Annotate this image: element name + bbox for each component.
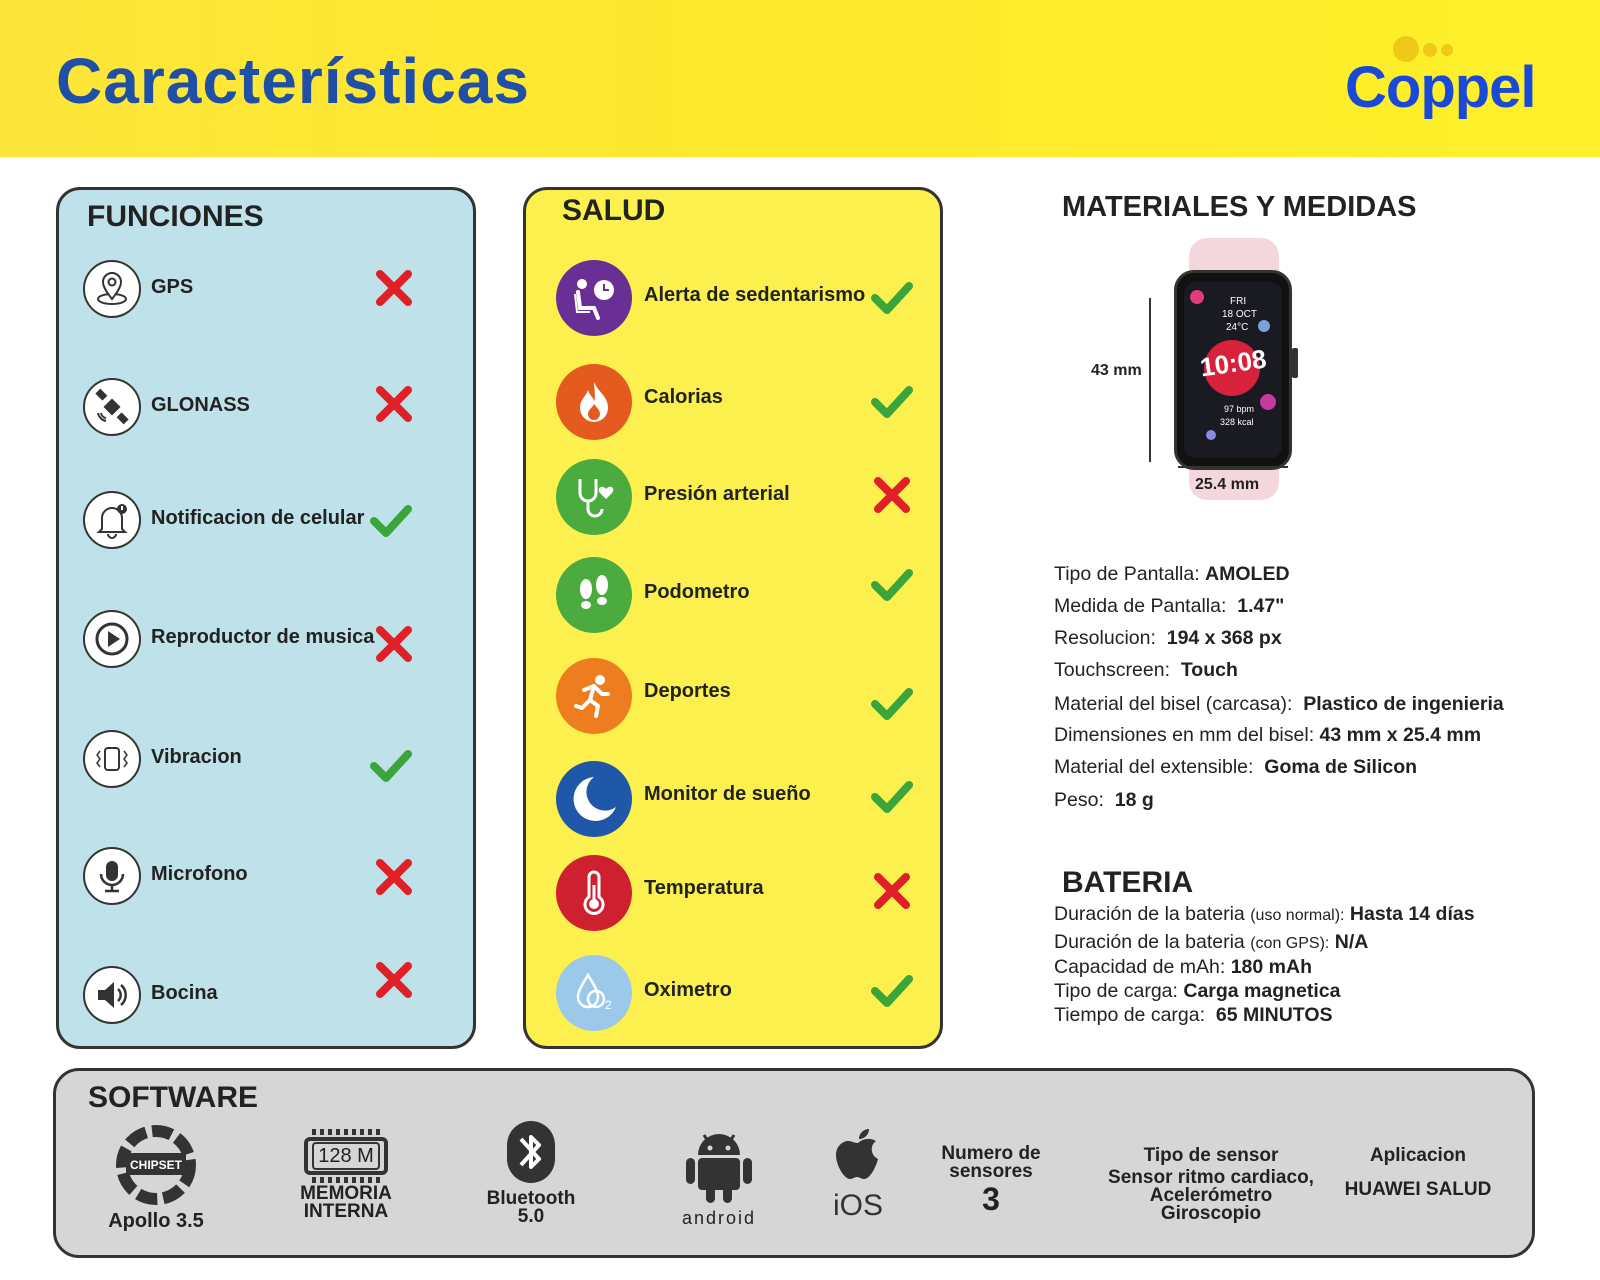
check-icon (870, 563, 914, 607)
funcion-label: Notificacion de celular (151, 507, 365, 529)
app-title: Aplicacion (1369, 1145, 1467, 1166)
cross-icon (372, 382, 416, 426)
watch-kcal: 328 kcal (1220, 417, 1254, 427)
funcion-label: Microfono (151, 863, 248, 885)
materiales-title: MATERIALES Y MEDIDAS (1062, 191, 1417, 223)
spec-row: Material del bisel (carcasa): Plastico de ingenieria (1054, 693, 1504, 715)
sedentary-icon (556, 260, 632, 336)
funcion-label: GPS (151, 276, 194, 298)
spec-row: Resolucion: 194 x 368 px (1054, 627, 1282, 649)
oxygen-drop-icon (556, 955, 632, 1031)
play-icon (83, 610, 141, 668)
memory-label-1: MEMORIA (300, 1183, 392, 1204)
ios-item (818, 1125, 898, 1220)
coppel-logo[interactable] (1345, 30, 1545, 120)
moon-icon (556, 761, 632, 837)
android-item (664, 1127, 774, 1229)
sensor-type-1: Sensor ritmo cardiaco, (1108, 1167, 1314, 1188)
sensors-title-1: Numero de (941, 1143, 1041, 1164)
apple-icon (831, 1125, 885, 1187)
funcion-label: Reproductor de musica (151, 626, 375, 648)
battery-row: Duración de la bateria (con GPS): N/A (1054, 931, 1369, 953)
chipset-icon (114, 1123, 198, 1207)
battery-row: Tiempo de carga: 65 MINUTOS (1054, 1004, 1333, 1026)
sensors-title-2: sensores (949, 1161, 1033, 1182)
chipset-item (106, 1123, 206, 1233)
cross-icon (372, 855, 416, 899)
watch-width-label: 25.4 mm (1195, 476, 1260, 493)
bluetooth-icon (505, 1119, 557, 1185)
android-label: android (681, 1208, 757, 1228)
funciones-title: FUNCIONES (87, 200, 264, 233)
cross-icon (372, 622, 416, 666)
spec-row: Medida de Pantalla: 1.47" (1054, 595, 1285, 617)
memory-label-2: INTERNA (303, 1201, 389, 1222)
check-icon (870, 682, 914, 726)
app-value: HUAWEI SALUD (1344, 1179, 1492, 1200)
satellite-icon (83, 378, 141, 436)
gps-pin-icon (83, 260, 141, 318)
funcion-label: Bocina (151, 982, 218, 1004)
funcion-label: Vibracion (151, 746, 242, 768)
funcion-label: GLONASS (151, 394, 250, 416)
sensors-item (926, 1145, 1056, 1217)
battery-row: Capacidad de mAh: 180 mAh (1054, 956, 1312, 978)
ios-label: iOS (832, 1189, 883, 1222)
salud-label: Deportes (644, 680, 731, 702)
sensors-count: 3 (982, 1181, 1000, 1217)
flame-icon (556, 364, 632, 440)
spec-row: Peso: 18 g (1054, 789, 1154, 811)
battery-row: Tipo de carga: Carga magnetica (1054, 980, 1341, 1002)
thermometer-icon (556, 855, 632, 931)
watch-illustration (1080, 238, 1320, 508)
memory-item (286, 1129, 406, 1221)
watch-bpm: 97 bpm (1224, 404, 1255, 414)
bluetooth-version: 5.0 (517, 1206, 545, 1227)
salud-label: Presión arterial (644, 483, 790, 505)
cross-icon (372, 266, 416, 310)
sensor-type-2: Acelerómetro (1149, 1185, 1273, 1206)
spec-row: Dimensiones en mm del bisel: 43 mm x 25.4 mm (1054, 724, 1482, 746)
salud-title: SALUD (562, 194, 666, 227)
battery-row: Duración de la bateria (uso normal): Hasta 14 días (1054, 903, 1475, 925)
bateria-title: BATERIA (1062, 866, 1194, 899)
microphone-icon (83, 847, 141, 905)
logo-text: Coppel (1345, 55, 1536, 120)
watch-screen (1184, 282, 1282, 458)
header-banner (0, 0, 1600, 157)
stethoscope-icon (556, 459, 632, 535)
watch-time: 10:08 (1198, 343, 1269, 383)
chipset-label: Apollo 3.5 (108, 1210, 204, 1232)
salud-label: Monitor de sueño (644, 783, 811, 805)
android-icon (684, 1127, 754, 1203)
sensor-type-item (1096, 1143, 1326, 1223)
spec-row: Touchscreen: Touch (1054, 659, 1238, 681)
cross-icon (870, 473, 914, 517)
check-icon (369, 499, 413, 543)
svg-text:2: 2 (605, 998, 612, 1012)
app-item (1338, 1143, 1498, 1201)
salud-label: Calorias (644, 386, 723, 408)
page-title: Características (56, 45, 530, 117)
speaker-icon (83, 966, 141, 1024)
spec-row: Tipo de Pantalla: AMOLED (1054, 563, 1290, 585)
footprints-icon (556, 557, 632, 633)
check-icon (870, 276, 914, 320)
spec-row: Material del extensible: Goma de Silicon (1054, 756, 1418, 778)
running-icon (556, 658, 632, 734)
bell-icon (83, 491, 141, 549)
check-icon (870, 775, 914, 819)
watch-temp: 24°C (1226, 322, 1249, 333)
salud-label: Alerta de sedentarismo (644, 284, 866, 306)
software-panel (53, 1068, 1535, 1258)
bluetooth-item (471, 1119, 591, 1226)
salud-label: Oximetro (644, 979, 732, 1001)
vibrate-icon (83, 730, 141, 788)
watch-day: FRI (1230, 296, 1247, 307)
bluetooth-label: Bluetooth (486, 1188, 576, 1209)
check-icon (369, 744, 413, 788)
cross-icon (372, 958, 416, 1002)
software-title: SOFTWARE (88, 1081, 258, 1114)
funciones-panel (56, 187, 476, 1049)
watch-date: 18 OCT (1222, 309, 1258, 320)
memory-badge: 128 M (312, 1142, 380, 1170)
check-icon (870, 969, 914, 1013)
sensor-type-title: Tipo de sensor (1143, 1145, 1279, 1166)
salud-label: Podometro (644, 581, 750, 603)
svg-text:CHIPSET: CHIPSET (129, 1158, 183, 1172)
cross-icon (870, 869, 914, 913)
check-icon (870, 380, 914, 424)
memory-chip-icon (304, 1129, 388, 1185)
sensor-type-3: Giroscopio (1160, 1203, 1262, 1224)
salud-panel (523, 187, 943, 1049)
salud-label: Temperatura (644, 877, 764, 899)
watch-height-label: 43 mm (1091, 362, 1142, 379)
